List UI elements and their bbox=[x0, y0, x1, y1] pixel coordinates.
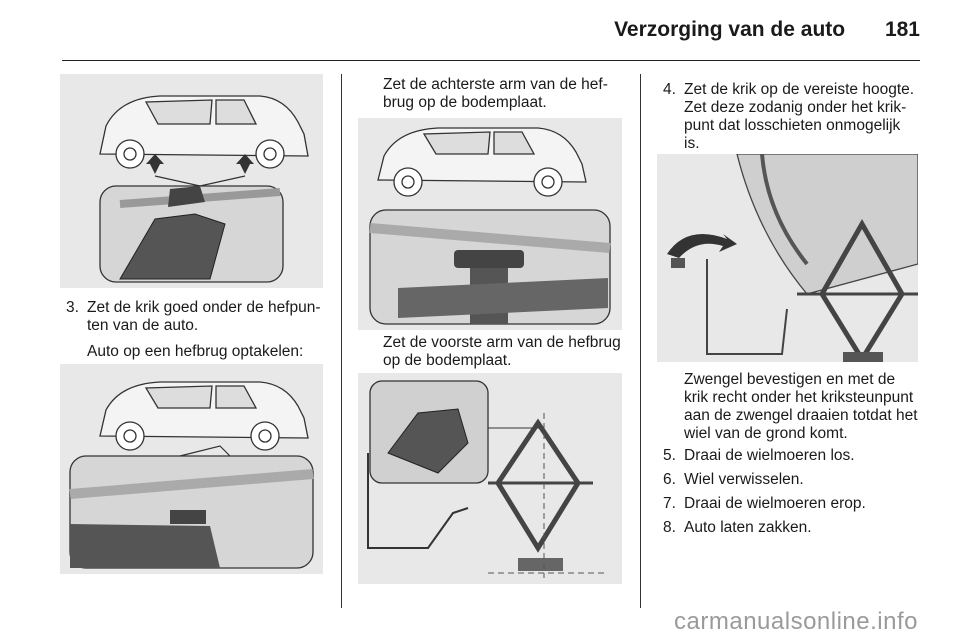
step-5-number: 5. bbox=[663, 447, 676, 464]
column-divider-2 bbox=[640, 74, 641, 608]
column-divider-1 bbox=[341, 74, 342, 608]
crank-line-2: krik recht onder het kriksteunpunt bbox=[684, 389, 914, 406]
step-4-line-1: Zet de krik op de vereiste hoogte. bbox=[684, 81, 915, 98]
watermark-text: carmanualsonline.info bbox=[674, 608, 918, 635]
header-rule bbox=[62, 60, 920, 61]
front-arm-line-2: op de bodemplaat. bbox=[383, 352, 512, 369]
rear-arm-line-1: Zet de achterste arm van de hef- bbox=[383, 76, 608, 93]
page-number: 181 bbox=[884, 18, 920, 41]
crank-text bbox=[684, 371, 918, 443]
step-3-number: 3. bbox=[66, 299, 79, 316]
car-lift-arm-illustration bbox=[60, 364, 323, 574]
step-4-line-3: punt dat losschieten onmogelijk bbox=[684, 117, 901, 134]
step-5-text: Draai de wielmoeren los. bbox=[684, 447, 855, 464]
rear-arm-line-2: brug op de bodemplaat. bbox=[383, 94, 547, 111]
front-arm-line-1: Zet de voorste arm van de hefbrug bbox=[383, 334, 621, 351]
step-8-text: Auto laten zakken. bbox=[684, 519, 812, 536]
crank-line-1: Zwengel bevestigen en met de bbox=[684, 371, 896, 388]
step-6-number: 6. bbox=[663, 471, 676, 488]
jack-crank-illustration bbox=[657, 154, 918, 362]
crank-line-4: wiel van de grond komt. bbox=[684, 425, 848, 442]
rear-arm-illustration bbox=[358, 118, 622, 330]
page-header bbox=[614, 18, 920, 42]
jack-inset-illustration bbox=[358, 373, 622, 584]
step-4-line-4: is. bbox=[684, 135, 700, 152]
lift-intro-text: Auto op een hefbrug optakelen: bbox=[87, 343, 304, 360]
car-jack-points-illustration bbox=[60, 74, 323, 288]
step-7-text: Draai de wielmoeren erop. bbox=[684, 495, 866, 512]
rear-arm-text bbox=[383, 76, 608, 112]
step-7-number: 7. bbox=[663, 495, 676, 512]
page-title: Verzorging van de auto bbox=[614, 18, 846, 41]
step-6-text: Wiel verwisselen. bbox=[684, 471, 804, 488]
crank-line-3: aan de zwengel draaien totdat het bbox=[684, 407, 918, 424]
step-8-number: 8. bbox=[663, 519, 676, 536]
step-4-number: 4. bbox=[663, 81, 676, 98]
step-3-line-1: Zet de krik goed onder de hefpun- bbox=[87, 299, 321, 316]
step-4-line-2: Zet deze zodanig onder het krik- bbox=[684, 99, 907, 116]
front-arm-text bbox=[383, 334, 621, 370]
step-3-line-2: ten van de auto. bbox=[87, 317, 199, 334]
